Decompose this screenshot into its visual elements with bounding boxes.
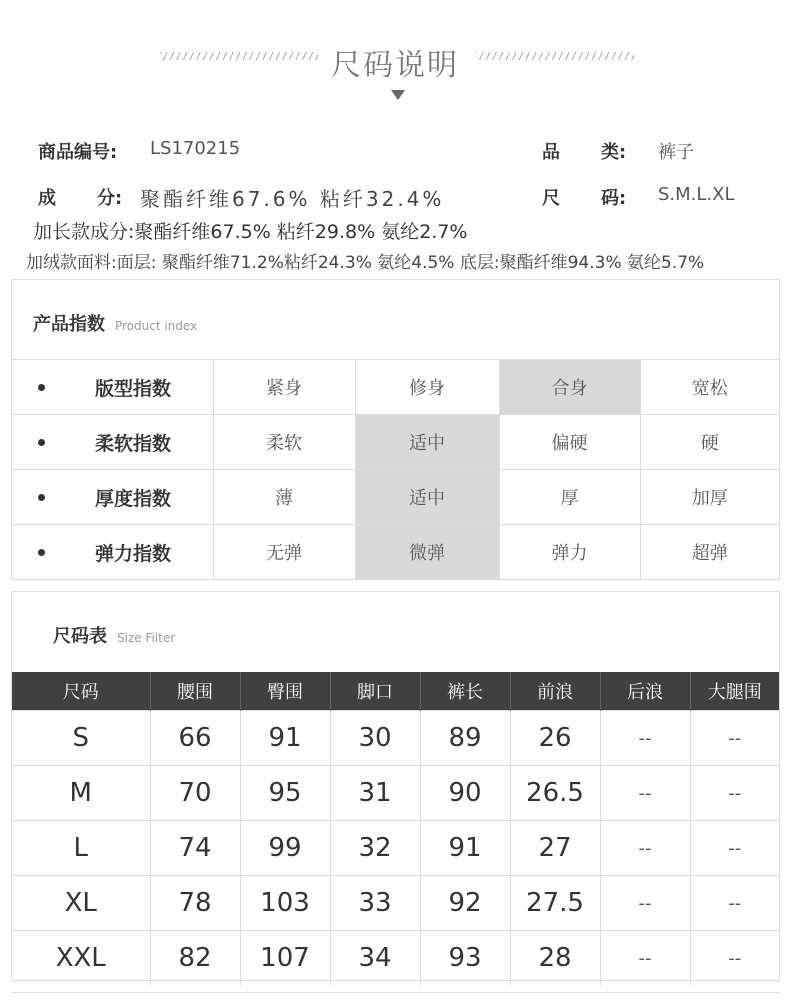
index-option-selected: 合身 (499, 360, 640, 415)
product-index-subtitle: Product index (115, 319, 198, 333)
index-row-name-cell (12, 415, 213, 470)
table-cell: -- (690, 821, 779, 876)
table-cell: 95 (240, 766, 330, 821)
table-cell: XL (12, 876, 150, 931)
size-table-title (53, 622, 175, 648)
table-cell: 78 (150, 876, 240, 931)
sku-label: 商品编号: (38, 142, 118, 163)
table-cell: -- (690, 876, 779, 931)
table-row (12, 931, 779, 986)
table-cell: -- (690, 711, 779, 766)
table-cell: -- (600, 876, 690, 931)
index-option: 弹力 (499, 525, 640, 580)
table-cell: 70 (150, 766, 240, 821)
size-table-header: 臀围 (240, 672, 330, 711)
index-row-name-cell (12, 470, 213, 525)
sku-value: LS170215 (150, 138, 241, 159)
index-row-name-cell (12, 525, 213, 580)
index-option: 无弹 (213, 525, 355, 580)
composition-value: 聚酯纤维67.6% 粘纤32.4% (140, 187, 445, 211)
index-option: 硬 (640, 415, 779, 470)
size-table-header: 大腿围 (690, 672, 779, 711)
table-cell: 82 (150, 931, 240, 986)
bottom-divider (11, 992, 780, 993)
table-cell: 34 (330, 931, 420, 986)
table-cell: 27.5 (510, 876, 600, 931)
page-title: 尺码说明 (331, 48, 459, 83)
table-row (12, 711, 779, 766)
header-decor-right (476, 52, 634, 60)
index-row-name-cell (12, 360, 213, 415)
table-cell: -- (690, 931, 779, 986)
size-value: S.M.L.XL (658, 184, 735, 205)
size-table-title-text: 尺码表 (53, 626, 107, 647)
table-cell: XXL (12, 931, 150, 986)
size-table-header: 后浪 (600, 672, 690, 711)
index-row-name: 版型指数 (95, 377, 172, 400)
index-option: 紧身 (213, 360, 355, 415)
table-cell: 90 (420, 766, 510, 821)
table-cell: 28 (510, 931, 600, 986)
index-row (12, 360, 779, 415)
bullet-icon (38, 549, 45, 556)
product-index-title (33, 310, 197, 336)
index-option: 薄 (213, 470, 355, 525)
table-cell: 33 (330, 876, 420, 931)
index-option: 修身 (355, 360, 499, 415)
table-cell: 74 (150, 821, 240, 876)
size-table-header: 裤长 (420, 672, 510, 711)
table-cell: 26 (510, 711, 600, 766)
bullet-icon (38, 494, 45, 501)
size-table-header: 腰围 (150, 672, 240, 711)
table-cell: -- (600, 821, 690, 876)
table-cell: 92 (420, 876, 510, 931)
index-row (12, 470, 779, 525)
index-row-name: 厚度指数 (95, 487, 172, 510)
product-index-title-text: 产品指数 (33, 314, 105, 335)
size-table (12, 672, 779, 985)
index-row (12, 525, 779, 580)
size-table-subtitle: Size Filter (117, 631, 176, 645)
long-composition: 加长款成分:聚酯纤维67.5% 粘纤29.8% 氨纶2.7% (33, 221, 468, 243)
product-index-table (12, 359, 779, 579)
index-option: 加厚 (640, 470, 779, 525)
size-table-header: 前浪 (510, 672, 600, 711)
size-label-1: 尺 (542, 188, 560, 209)
table-cell: M (12, 766, 150, 821)
table-row (12, 876, 779, 931)
table-cell: 32 (330, 821, 420, 876)
table-cell: 103 (240, 876, 330, 931)
index-option-selected: 微弹 (355, 525, 499, 580)
index-option: 偏硬 (499, 415, 640, 470)
table-cell: 66 (150, 711, 240, 766)
bullet-icon (38, 439, 45, 446)
table-cell: -- (600, 766, 690, 821)
bullet-icon (38, 384, 45, 391)
table-cell: 27 (510, 821, 600, 876)
velvet-composition: 加绒款面料:面层: 聚酯纤维71.2%粘纤24.3% 氨纶4.5% 底层:聚酯纤维94.3% 氨纶5.7% (26, 253, 705, 273)
table-cell: 93 (420, 931, 510, 986)
size-table-header: 脚口 (330, 672, 420, 711)
index-option: 柔软 (213, 415, 355, 470)
table-cell: 91 (240, 711, 330, 766)
table-cell: L (12, 821, 150, 876)
table-cell: 30 (330, 711, 420, 766)
table-cell: -- (690, 766, 779, 821)
table-cell: -- (600, 931, 690, 986)
index-option: 厚 (499, 470, 640, 525)
table-cell: 89 (420, 711, 510, 766)
table-cell: 99 (240, 821, 330, 876)
category-label-2: 类: (601, 142, 627, 163)
index-row-name: 柔软指数 (95, 432, 172, 455)
table-row (12, 821, 779, 876)
size-table-header: 尺码 (12, 672, 150, 711)
index-option: 宽松 (640, 360, 779, 415)
table-cell: 26.5 (510, 766, 600, 821)
category-value: 裤子 (658, 142, 694, 163)
index-option: 超弹 (640, 525, 779, 580)
down-arrow-icon (391, 90, 405, 100)
table-cell: -- (600, 711, 690, 766)
index-option-selected: 适中 (355, 415, 499, 470)
composition-label-1: 成 (38, 188, 56, 209)
table-cell: 31 (330, 766, 420, 821)
category-label-1: 品 (542, 142, 560, 163)
size-label-2: 码: (601, 188, 627, 209)
table-cell: 91 (420, 821, 510, 876)
table-row (12, 766, 779, 821)
index-row-name: 弹力指数 (95, 542, 172, 565)
composition-label-2: 分: (97, 188, 123, 209)
table-cell: S (12, 711, 150, 766)
index-option-selected: 适中 (355, 470, 499, 525)
index-row (12, 415, 779, 470)
table-cell: 107 (240, 931, 330, 986)
